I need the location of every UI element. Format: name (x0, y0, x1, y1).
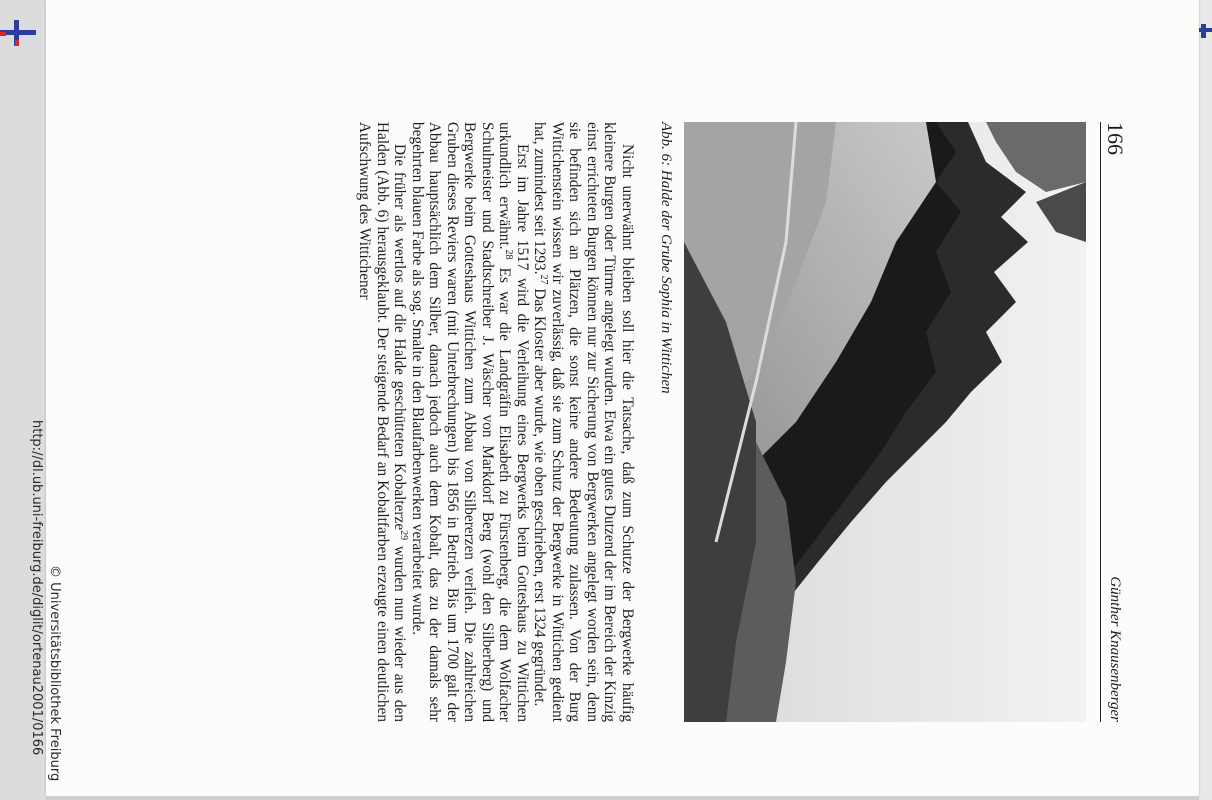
paragraph: Erst im Jahre 1517 wird die Verleihung eines Bergwerks beim Gotteshaus zu Wittichen urkundlich erwähnt.$^{28}$ Es war die Landgräfin Elisabeth zu Fürstenberg, die dem Wolfacher Schulmeister und Stadtschreiber J. Wäscher von Markdorf Berg (wohl den Silberberg) und Bergwerke beim Gotteshaus Wittichen zum Abbau von Silbererzen verlieh. Die zahlreichen Gruben dieses Reviers waren (mit Unterbrechungen) bis 1856 in Betrieb. Bis um 1700 galt der Abbau hauptsächlich dem Silber, danach jedoch auch dem Kobalt, das zu der damals sehr begehrten blauen Farbe als sog. Smalte in den Blaufarbenwerken verarbeitet wurde. (409, 122, 531, 722)
page-shadow (46, 796, 1199, 800)
running-head-author: Günther Knausenberger (1107, 576, 1123, 722)
viewer-corner-marker-right (1199, 20, 1212, 50)
figure-caption: Abb. 6: Halde der Grube Sophia in Wittichen (658, 122, 674, 394)
page-number: 166 (1103, 122, 1128, 155)
running-head-rule (1100, 122, 1101, 722)
footnote-ref: 27 (538, 274, 550, 285)
paragraph: Nicht unerwähnt bleiben soll hier die Tatsache, daß zum Schutze der Bergwerke häufig kleinere Burgen oder Türme angelegt wurden. Etwa ein gutes Dutzend der im Bereich der Kinzig einst errichteten Burgen können nur zur Sicherung von Bergwerken angelegt worden sein, denn sie befinden sich an Plätzen, die sonst keine andere Bedeutung zulassen. Von der Burg Wittichenstein wissen wir zuverlässig, daß sie zum Schutz der Bergwerke in Wittichen gedient hat, zumindest seit 1293.27 Das Kloster aber wurde, wie oben geschrieben, erst 1324 gegründet. (531, 122, 636, 722)
footnote-ref: 28 (503, 249, 515, 260)
copyright-notice: © Universitätsbibliothek Freiburg (47, 565, 62, 782)
photo-halde-grube-sophia (684, 122, 1086, 722)
running-head (1096, 122, 1128, 722)
viewer-corner-marker-left (0, 20, 40, 50)
viewer-right-margin (1199, 0, 1212, 800)
footnote-ref: 29 (398, 530, 410, 541)
source-url[interactable]: http://dl.ub.uni-freiburg.de/diglit/ortenau2001/0166 (29, 420, 44, 756)
body-text (356, 122, 636, 722)
paragraph: Die früher als wertlos auf die Halde geschütteten Kobalterze$^{29}$ wurden nun wieder aus den Halden (Abb. 6) herausgeklaubt. Der steigende Bedarf an Kobaltfarben erzeugte einen deutlichen Aufschwung des Wittichener (356, 122, 410, 722)
source-attribution (29, 420, 62, 782)
page-content (128, 122, 1128, 722)
